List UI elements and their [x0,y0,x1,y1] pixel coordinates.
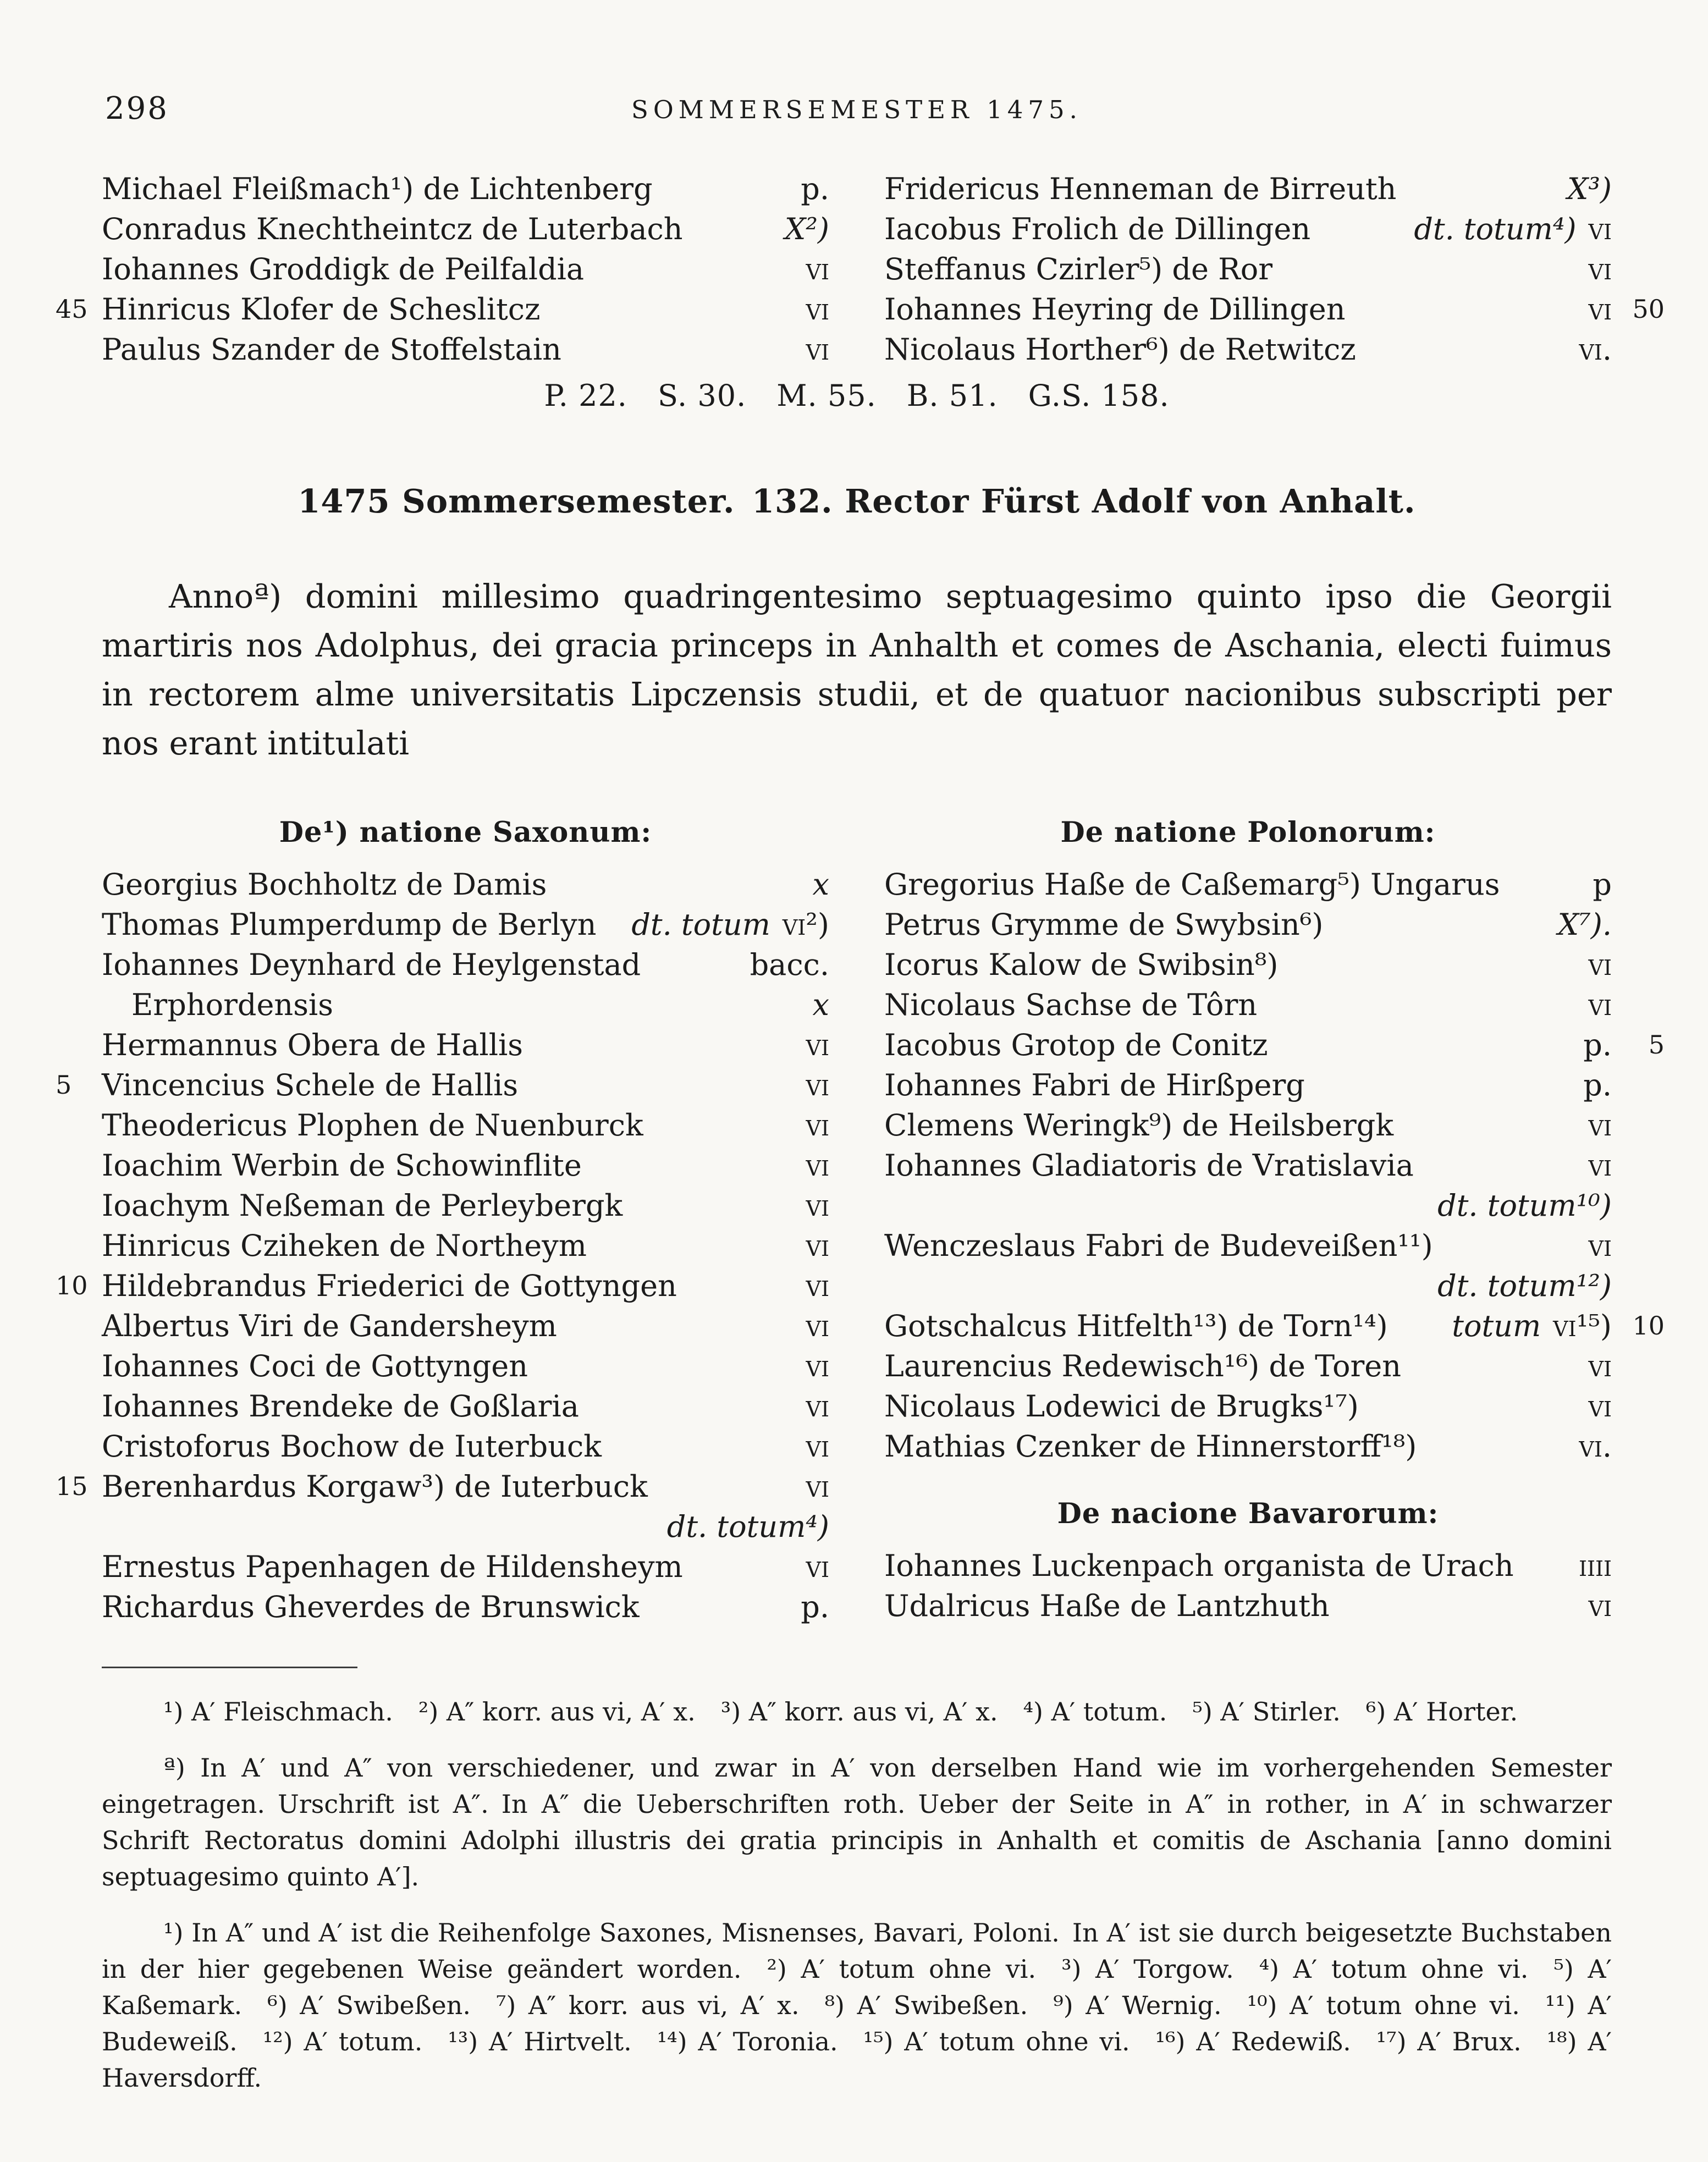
matriculation-row [884,289,1665,329]
top-matriculation-columns [56,169,1665,369]
matriculation-row [884,1185,1612,1226]
student-name: Iacobus Frolich de Dillingen [884,212,1311,246]
matriculation-row [884,945,1612,985]
margin-line-number-right: 10 [1632,1311,1665,1341]
matriculation-row [102,904,829,945]
payment-mark-smallcaps: vi²) [782,907,829,942]
student-name: Gotschalcus Hitfelth¹³) de Torn¹⁴) [884,1309,1388,1343]
student-name: Ernestus Papenhagen de Hildensheym [102,1549,683,1584]
matriculation-row [102,1587,829,1627]
student-name: Icorus Kalow de Swibsin⁸) [884,947,1279,982]
student-name: Theodericus Plophen de Nuenburck [102,1108,643,1143]
payment-mark-smallcaps: iiii [1578,1548,1612,1583]
payment-mark-smallcaps: vi [806,1309,829,1343]
payment-mark-smallcaps: vi [806,1228,829,1263]
student-name: Gregorius Haße de Caßemarg⁵) Ungarus [884,867,1500,902]
totals-line: P. 22. S. 30. M. 55. B. 51. G.S. 158. [544,378,1170,413]
footnotes [102,1694,1612,2096]
payment-mark-smallcaps: vi [1588,252,1612,286]
matriculation-row [102,249,829,289]
nation-header-saxonum: De¹) natione Saxonum: [279,816,652,849]
student-name: Berenhardus Korgaw³) de Iuterbuck [102,1469,648,1504]
margin-line-number-left: 45 [56,294,88,324]
matriculation-row [102,1386,829,1426]
running-title: SOMMERSEMESTER 1475. [631,95,1082,124]
matriculation-row [102,1507,829,1547]
nation-header-bavarorum: De nacione Bavarorum: [1057,1497,1439,1530]
payment-mark-smallcaps: vi [806,1148,829,1183]
payment-mark: p. [1583,1028,1612,1062]
margin-line-number-left: 10 [56,1271,88,1300]
matriculation-row [884,1586,1612,1626]
matriculation-row [102,1105,829,1145]
payment-mark-smallcaps: vi [806,1028,829,1062]
payment-mark-smallcaps: vi [1588,947,1612,982]
column-polonorum-bavarorum [884,816,1665,1627]
payment-mark-smallcaps: vi [1588,1389,1612,1424]
student-name: Albertus Viri de Gandersheym [102,1309,557,1343]
margin-line-number-right: 5 [1648,1030,1665,1060]
payment-mark: p [1593,867,1612,902]
matriculation-row [102,864,829,904]
payment-mark-smallcaps: vi [1588,212,1612,246]
rector-intro-paragraph: Annoª) domini millesimo quadringentesimo septuagesimo quinto ipso die Georgii martiris nos Adolphus, dei gracia princeps in Anhalth et comes de Aschania, electi fuimus in rectorem alme universitatis Lipczensis studii, et de quatuor nacionibus subscripti per nos erant intitulati [102,577,1612,762]
student-name: Iohannes Gladiatoris de Vratislavia [884,1148,1414,1183]
student-name: Conradus Knechtheintcz de Luterbach [102,212,683,246]
payment-mark-italic: X²) [784,212,829,246]
matriculation-row [102,169,829,209]
matriculation-row [102,1306,829,1346]
matriculation-row [884,1025,1665,1065]
matriculation-row [884,1546,1612,1586]
footnote-block-top: ¹) A′ Fleischmach. ²) A″ korr. aus vi, A′ x. ³) A″ korr. aus vi, A′ x. ⁴) A′ totum. ⁵) A′ Stirler. ⁶) A′ Horter. [163,1697,1518,1727]
matriculation-row [884,1266,1612,1306]
student-name: Paulus Szander de Stoffelstain [102,332,561,367]
matriculation-row [56,1466,829,1507]
matriculation-row [102,1025,829,1065]
payment-mark-smallcaps: vi [1588,1148,1612,1183]
payment-mark-smallcaps: vi [806,292,829,327]
payment-mark-italic: dt. totum¹⁰) [1437,1188,1612,1223]
student-name: Michael Fleißmach¹) de Lichtenberg [102,172,653,206]
nation-header-polonorum: De natione Polonorum: [1060,816,1436,849]
matriculation-row [884,209,1612,249]
top-list-right [884,169,1665,369]
matriculation-row [884,1226,1612,1266]
matriculation-row [102,1346,829,1386]
student-name: Hermannus Obera de Hallis [102,1028,523,1062]
payment-mark-smallcaps: vi [806,1108,829,1143]
payment-mark-italic: totum [1452,1309,1541,1343]
nation-list-bavarorum [884,1546,1612,1626]
student-name: Georgius Bochholtz de Damis [102,867,547,902]
payment-mark: p. [801,1590,829,1624]
student-name: Hildebrandus Friederici de Gottyngen [102,1268,677,1303]
payment-mark-smallcaps: vi [806,1549,829,1584]
payment-mark-smallcaps: vi [1588,292,1612,327]
payment-mark-italic: dt. totum¹²) [1437,1268,1612,1303]
payment-mark-smallcaps: vi [1588,988,1612,1022]
payment-mark-smallcaps: vi [806,332,829,367]
payment-mark-italic: x [812,867,829,902]
student-name: Steffanus Czirler⁵) de Ror [884,252,1273,286]
matriculation-row [102,1226,829,1266]
matriculation-row [884,169,1612,209]
matriculation-row [102,985,829,1025]
student-name: Petrus Grymme de Swybsin⁶) [884,907,1324,942]
matriculation-row [102,209,829,249]
student-name: Nicolaus Sachse de Tôrn [884,988,1258,1022]
payment-mark-italic: dt. totum⁴) [1414,212,1577,246]
student-name: Iohannes Brendeke de Goßlaria [102,1389,579,1424]
student-name: Nicolaus Horther⁶) de Retwitcz [884,332,1356,367]
payment-mark-smallcaps: vi [806,1268,829,1303]
payment-mark-smallcaps: vi [806,1469,829,1504]
payment-mark-smallcaps: vi [806,252,829,286]
student-name: Richardus Gheverdes de Brunswick [102,1590,640,1624]
matriculation-row [884,1346,1612,1386]
payment-mark-italic: dt. totum⁴) [666,1509,829,1544]
payment-mark: bacc. [750,947,829,982]
student-name: Hinricus Klofer de Scheslitcz [102,292,541,327]
footnote-block-main: ¹) In A″ und A′ ist die Reihenfolge Saxones, Misnenses, Bavari, Poloni. In A′ ist sie durch beigesetzte Buchstaben in der hier gegebenen Weise geändert worden. ²) A′ totum ohne vi. ³) A′ Torgow. ⁴) A′ totum ohne vi. ⁵) A′ Kaßemark. ⁶) A′ Swibeßen. ⁷) A″ korr. aus vi, A′ x. ⁸) A′ Swibeßen. ⁹) A′ Wernig. ¹⁰) A′ totum ohne vi. ¹¹) A′ Budeweiß. ¹²) A′ totum. ¹³) A′ Hirtvelt. ¹⁴) A′ Toronia. ¹⁵) A′ totum ohne vi. ¹⁶) A′ Redewiß. ¹⁷) A′ Brux. ¹⁸) A′ Haversdorff. [102,1918,1612,2093]
student-name: Iohannes Coci de Gottyngen [102,1349,528,1383]
payment-mark-smallcaps: vi [1588,1228,1612,1263]
student-name: Iohannes Luckenpach organista de Urach [884,1548,1514,1583]
payment-mark: p. [801,172,829,206]
student-name: Iohannes Groddigk de Peilfaldia [102,252,585,286]
student-name: Vincencius Schele de Hallis [102,1068,519,1102]
matriculation-row [884,249,1612,289]
matriculation-row [884,1105,1612,1145]
student-name: Erphordensis [102,988,333,1022]
payment-mark-italic: dt. totum [631,907,770,942]
student-name: Mathias Czenker de Hinnerstorff¹⁸) [884,1429,1417,1464]
student-name: Iacobus Grotop de Conitz [884,1028,1268,1062]
nation-list-polonorum [884,864,1665,1466]
student-name: Ioachim Werbin de Schowinflite [102,1148,582,1183]
payment-mark: p. [1583,1068,1612,1102]
margin-line-number-left: 5 [56,1070,72,1100]
footnote-rule [102,1667,357,1668]
top-list-left [56,169,829,369]
matriculation-row [884,985,1612,1025]
column-saxonum [56,816,829,1627]
matriculation-row [102,329,829,369]
payment-mark-italic: X³) [1567,172,1612,206]
student-name: Laurencius Redewisch¹⁶) de Toren [884,1349,1402,1383]
matriculation-row [56,289,829,329]
student-name: Fridericus Henneman de Birreuth [884,172,1397,206]
margin-line-number-right: 50 [1632,294,1665,324]
student-name: Iohannes Heyring de Dillingen [884,292,1346,327]
matriculation-row [884,1386,1612,1426]
nation-columns [56,816,1665,1627]
student-name: Iohannes Deynhard de Heylgenstad [102,947,641,982]
payment-mark-smallcaps: vi [806,1188,829,1223]
payment-mark-smallcaps: vi [1588,1589,1612,1623]
matriculation-row [102,1145,829,1185]
student-name: Clemens Weringk⁹) de Heilsbergk [884,1108,1394,1143]
matriculation-row [884,864,1612,904]
matriculation-row [102,1426,829,1466]
payment-mark-smallcaps: vi [1588,1108,1612,1143]
payment-mark-smallcaps: vi¹⁵) [1553,1309,1612,1343]
payment-mark-smallcaps: vi [806,1429,829,1464]
student-name: Nicolaus Lodewici de Brugks¹⁷) [884,1389,1359,1424]
student-name: Wenczeslaus Fabri de Budeveißen¹¹) [884,1228,1433,1263]
payment-mark-smallcaps: vi [806,1389,829,1424]
student-name: Iohannes Fabri de Hirßperg [884,1068,1305,1102]
payment-mark-italic: x [812,988,829,1022]
matriculation-row [56,1266,829,1306]
payment-mark-smallcaps: vi [806,1068,829,1102]
semester-heading: 1475 Sommersemester. 132. Rector Fürst Adolf von Anhalt. [297,482,1416,520]
matriculation-row [102,945,829,985]
payment-mark-smallcaps: vi. [1579,1429,1612,1464]
matriculation-row [884,1306,1665,1346]
matriculation-row [884,329,1612,369]
payment-mark-smallcaps: vi. [1579,332,1612,367]
matriculation-row [56,1065,829,1105]
matriculation-row [884,1065,1612,1105]
student-name: Ioachym Neßeman de Perleybergk [102,1188,623,1223]
student-name: Udalricus Haße de Lantzhuth [884,1589,1330,1623]
student-name: Hinricus Cziheken de Northeym [102,1228,587,1263]
nation-list-saxonum [56,864,829,1627]
student-name: Cristoforus Bochow de Iuterbuck [102,1429,602,1464]
footnote-block-a: ª) In A′ und A″ von verschiedener, und zwar in A′ von derselben Hand wie im vorhergehenden Semester eingetragen. Urschrift ist A″. In A″ die Ueberschriften roth. Ueber der Seite in A″ in rother, in A′ in schwarzer Schrift Rectoratus domini Adolphi illustris dei gratia principis in Anhalth et comitis de Aschania [anno domini septuagesimo quinto A′]. [102,1753,1612,1891]
page-number: 298 [105,91,169,126]
student-name: Thomas Plumperdump de Berlyn [102,907,597,942]
margin-line-number-left: 15 [56,1471,88,1501]
running-head [102,91,1612,137]
matriculation-row [884,1145,1612,1185]
matriculation-row [884,904,1612,945]
matriculation-row [102,1547,829,1587]
matriculation-row [884,1426,1612,1466]
matriculation-row [102,1185,829,1226]
payment-mark-italic: X⁷). [1557,907,1612,942]
payment-mark-smallcaps: vi [806,1349,829,1383]
payment-mark-smallcaps: vi [1588,1349,1612,1383]
